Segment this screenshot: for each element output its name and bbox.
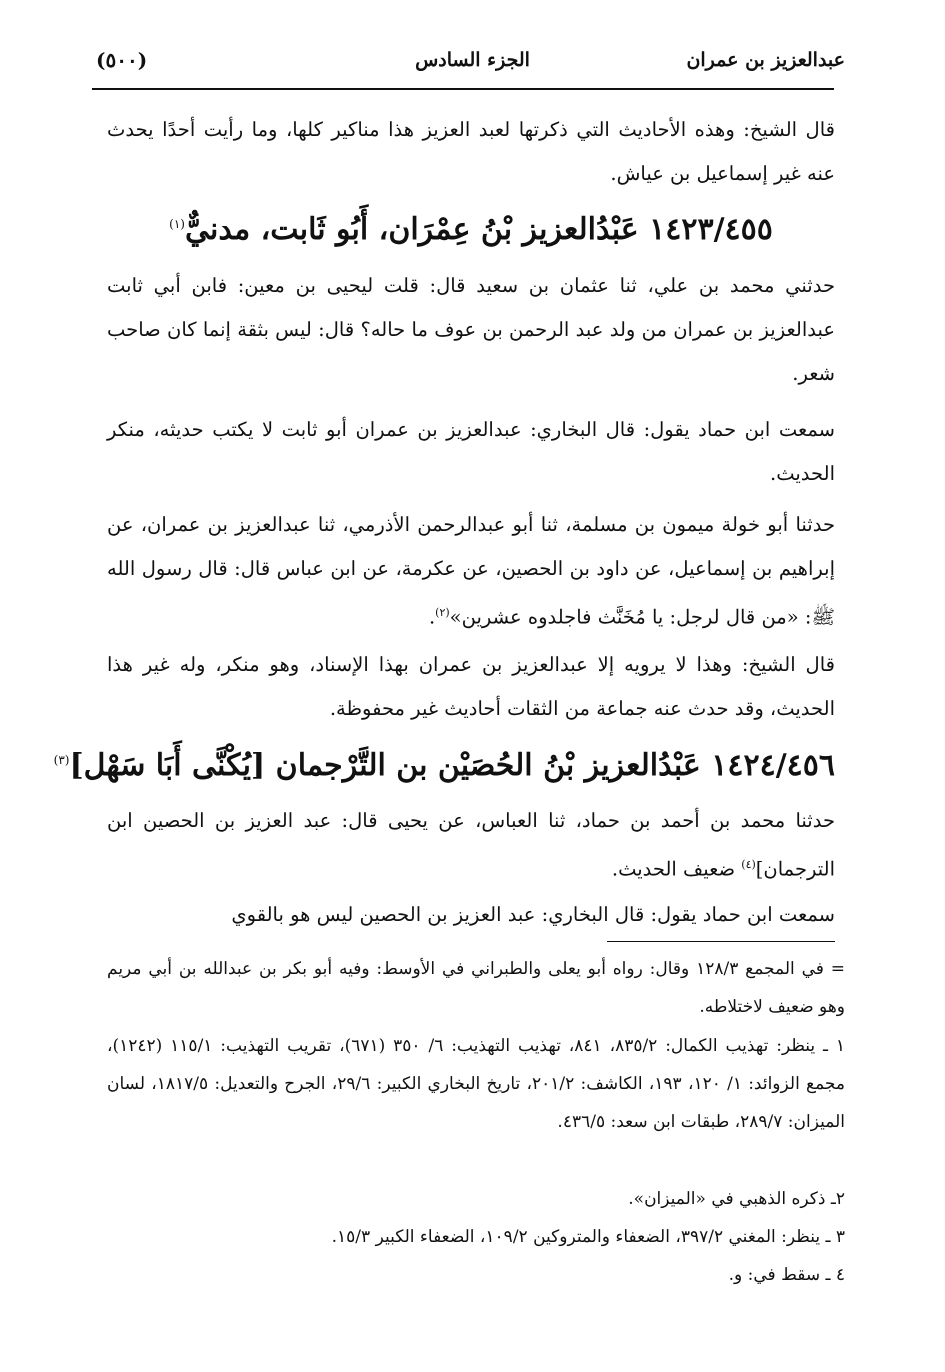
entry-title: ١٤٢٤/٤٥٦ عَبْدُالعزيز بْنُ الحُصَيْن بن التَّرْجمان [يُكْنَّى أَبَا سَهْل]	[69, 748, 835, 783]
paragraph-sheikh-verdict: قال الشيخ: وهذا لا يرويه إلا عبدالعزيز بن عمران بهذا الإسناد، وهو منكر، وله غير هذا الحديث، وقد حدث عنه جماعة من الثقات أحاديث غير محفوظة.	[107, 653, 835, 720]
entry-heading-455	[107, 202, 835, 252]
footnote-1: ١ ـ ينظر: تهذيب الكمال: ٨٣٥/٢، ٨٤١، تهذيب التهذيب: ٦/ ٣٥٠ (٦٧١)، تقريب التهذيب: ١١٥/١ (١٢٤٢)، مجمع الزوائد: ١/ ١٢٠، ١٩٣، الكاشف: ٢٠١/٢، تاريخ البخاري الكبير: ٢٩/٦، الجرح والتعديل: ١٨١٧/٥، لسان الميزان: ٢٨٩/٧، طبقات ابن سعد: ٤٣٦/٥.	[107, 1036, 846, 1132]
paragraph-bukhari-1: سمعت ابن حماد يقول: قال البخاري: عبدالعزيز بن عمران أبو ثابت لا يكتب حديثه، منكر الحديث.	[107, 418, 835, 485]
footnote-ref-1: (١)	[169, 217, 185, 231]
hadith-text: حدثنا أبو خولة ميمون بن مسلمة، ثنا أبو عبدالرحمن الأذرمي، ثنا عبدالعزيز بن عمران، عن إبراهيم بن إسماعيل، عن داود بن الحصين، عن عكرمة، عن ابن عباس قال: قال رسول الله ﷺ: «من قال لرجل: يا مُخَنَّث فاجلدوه عشرين»	[107, 513, 835, 629]
footnote-ref-3: (٣)	[53, 753, 70, 767]
footnote-ref-4: (٤)	[741, 858, 756, 871]
volume-label: الجزء السادس	[415, 49, 530, 71]
paragraph-hadith	[107, 503, 835, 640]
paragraph-narration-2	[107, 799, 835, 892]
footnote-3: ٣ ـ ينظر: المغني ٣٩٧/٢، الضعفاء والمتروكين ١٠٩/٢، الضعفاء الكبير ١٥/٣.	[331, 1227, 845, 1247]
header-rule	[92, 88, 834, 90]
page-number: (٥٠٠)	[96, 48, 148, 72]
footnote-4: ٤ ـ سقط في: و.	[728, 1265, 845, 1285]
footnote-continued: = في المجمع ١٢٨/٣ وقال: رواه أبو يعلى والطبراني في الأوسط: وفيه أبو بكر بن عبدالله بن أبي مريم وهو ضعيف لاختلاطه.	[107, 959, 845, 1017]
entry-heading-456	[53, 738, 835, 788]
running-title: عبدالعزيز بن عمران	[686, 49, 845, 71]
paragraph-narration-1: حدثني محمد بن علي، ثنا عثمان بن سعيد قال: قلت ليحيى بن معين: فابن أبي ثابت عبدالعزيز بن عمران من ولد عبد الرحمن بن عوف ما حاله؟ قال: ليس بثقة إنما كان صاحب شعر.	[107, 274, 835, 385]
hadith-end: .	[428, 605, 436, 629]
paragraph-bukhari-2: سمعت ابن حماد يقول: قال البخاري: عبد العزيز بن الحصين ليس هو بالقوي	[231, 903, 835, 926]
footnote-2: ٢ـ ذكره الذهبي في «الميزان».	[628, 1189, 845, 1209]
narration-text: حدثنا محمد بن أحمد بن حماد، ثنا العباس، عن يحيى قال: عبد العزيز بن الحصين ابن الترجمان]	[107, 809, 835, 881]
entry-title: ١٤٢٣/٤٥٥ عَبْدُالعزيز بْنُ عِمْرَان، أَبُو ثَابت، مدنيٌّ	[184, 212, 773, 247]
footnote-separator	[607, 941, 835, 942]
footnote-ref-2: (٢)	[435, 606, 450, 619]
paragraph-sheikh-note: قال الشيخ: وهذه الأحاديث التي ذكرتها لعبد العزيز هذا مناكير كلها، وما رأيت أحدًا يحدث عنه غير إسماعيل بن عياش.	[107, 118, 835, 185]
narration-end: ضعيف الحديث.	[611, 857, 742, 881]
